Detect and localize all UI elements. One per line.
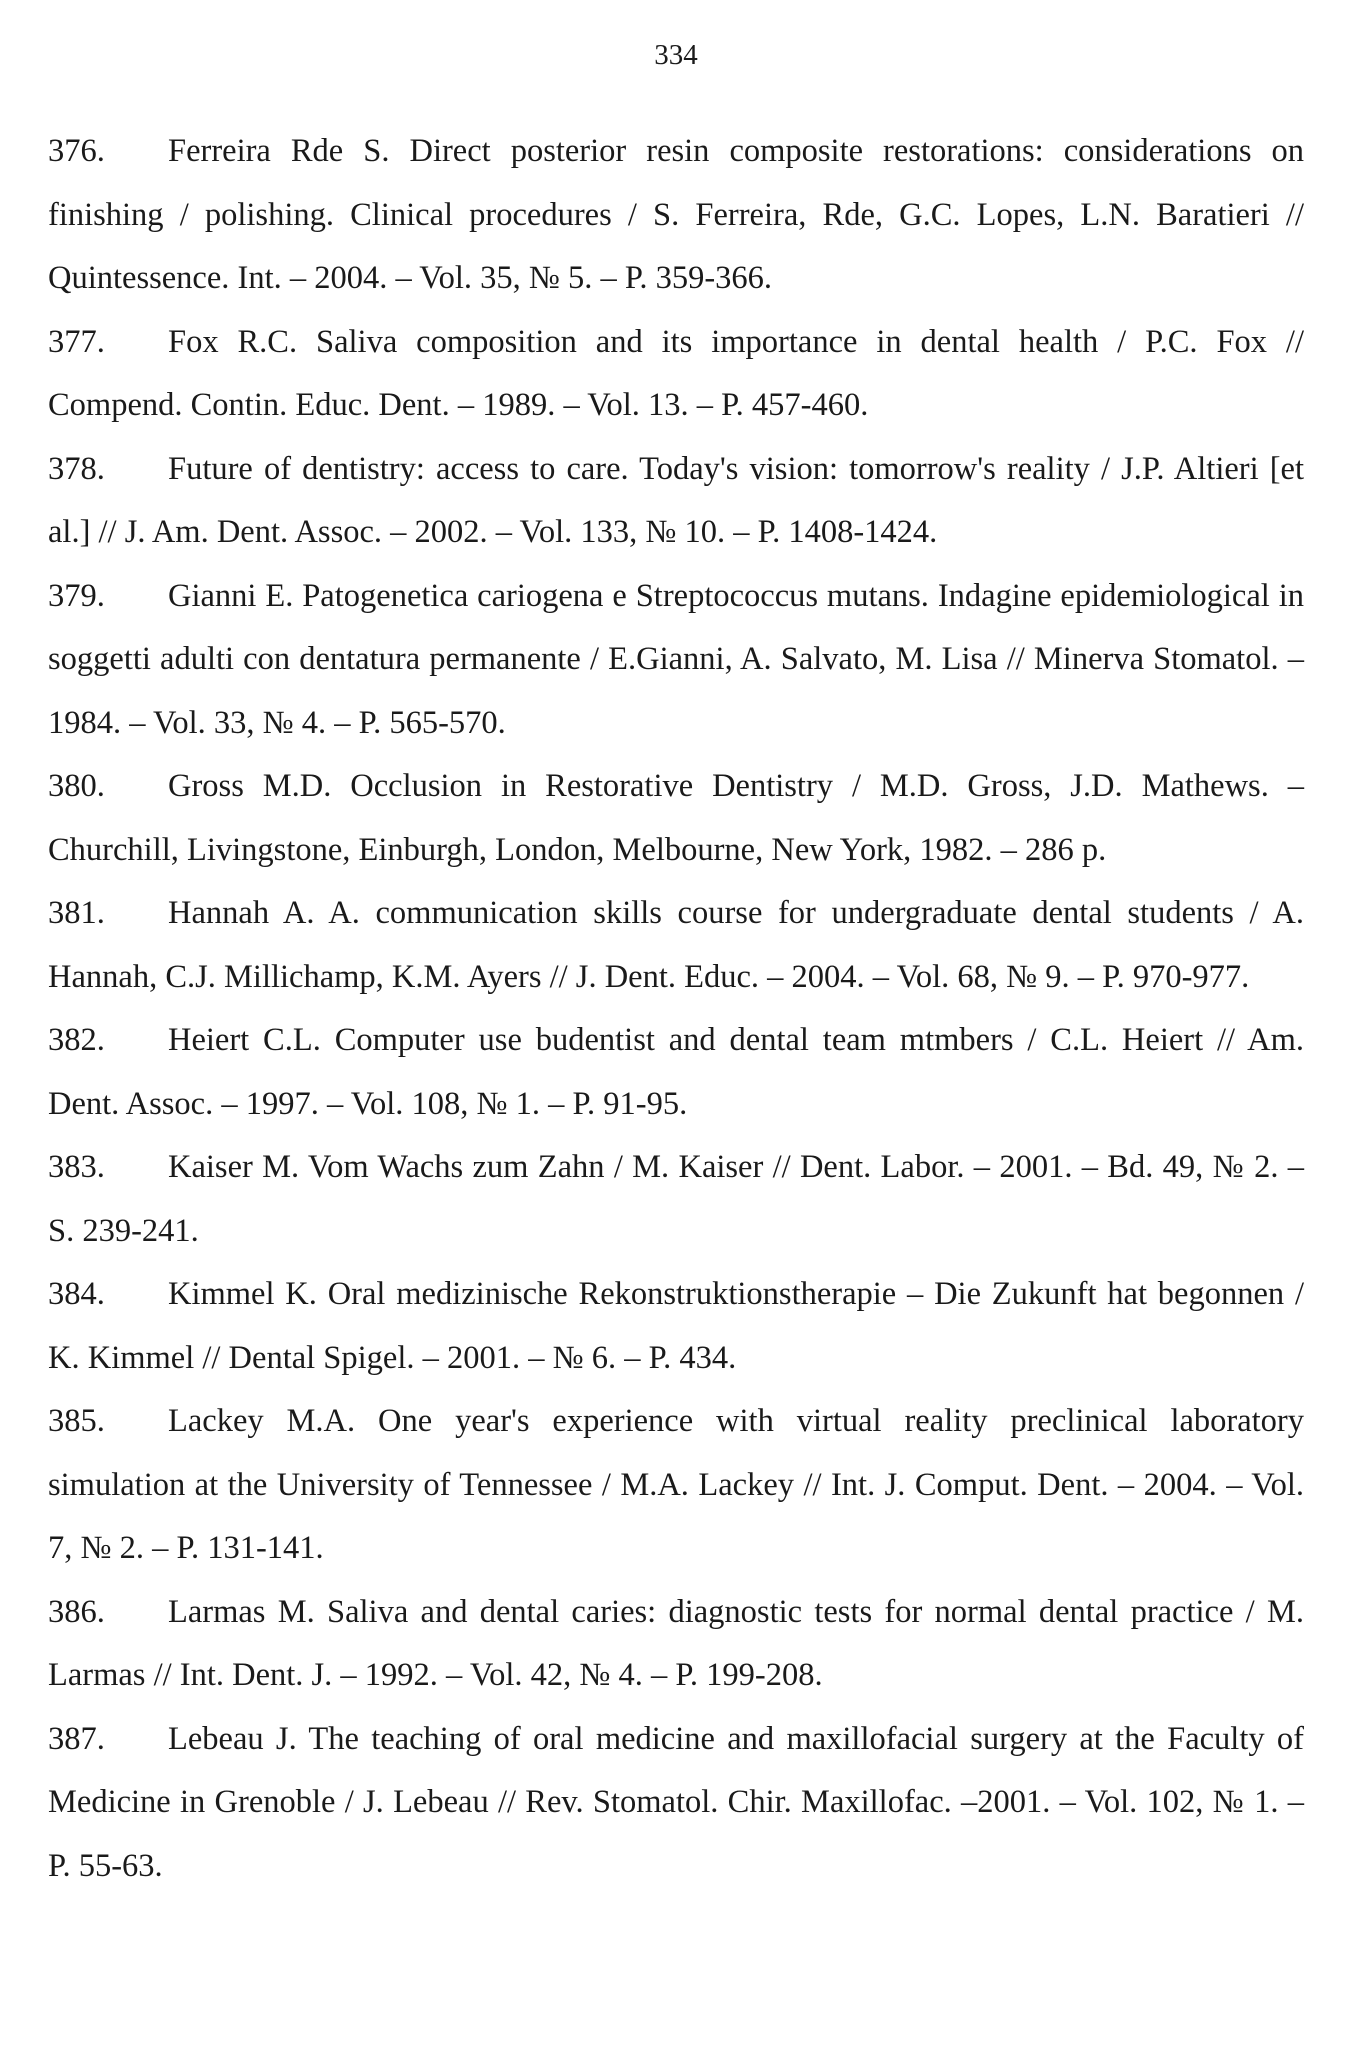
reference-text: Kaiser M. Vom Wachs zum Zahn / M. Kaiser // Dent. Labor. – 2001. – Bd. 49, № 2. – S. 239-241. [48, 1149, 1304, 1249]
reference-item [48, 755, 1304, 882]
reference-number: 384. [48, 1276, 105, 1312]
reference-item [48, 438, 1304, 565]
reference-number: 376. [48, 133, 105, 169]
reference-text: Gianni E. Patogenetica cariogena e Streptococcus mutans. Indagine epidemiological in soggetti adulti con dentatura permanente / E.Gianni, A. Salvato, M. Lisa // Minerva Stomatol. –1984. – Vol. 33, № 4. – P. 565-570. [48, 577, 1304, 741]
reference-item [48, 1390, 1304, 1581]
reference-text: Ferreira Rde S. Direct posterior resin composite restorations: considerations on finishing / polishing. Clinical procedures / S. Ferreira, Rde, G.C. Lopes, L.N. Baratieri // Quintessence. Int. – 2004. – Vol. 35, № 5. – P. 359-366. [48, 133, 1304, 296]
reference-number: 377. [48, 323, 105, 360]
reference-item [48, 120, 1304, 311]
reference-text: Future of dentistry: access to care. Today's vision: tomorrow's reality / J.P. Altieri [et al.] // J. Am. Dent. Assoc. – 2002. – Vol. 133, № 10. – P. 1408-1424. [48, 450, 1304, 550]
reference-text: Larmas M. Saliva and dental caries: diagnostic tests for normal dental practice / M. Larmas // Int. Dent. J. – 1992. – Vol. 42, № 4. – P. 199-208. [48, 1593, 1304, 1693]
reference-number: 382. [48, 1022, 105, 1058]
reference-number: 379. [48, 577, 105, 614]
page-number: 334 [654, 39, 698, 71]
reference-item [48, 1263, 1304, 1390]
reference-item [48, 1581, 1304, 1708]
reference-number: 378. [48, 450, 105, 487]
reference-text: Kimmel K. Oral medizinische Rekonstruktionstherapie – Die Zukunft hat begonnen / K. Kimmel // Dental Spigel. – 2001. – № 6. – P. 434. [48, 1276, 1304, 1376]
reference-number: 381. [48, 895, 105, 931]
reference-number: 385. [48, 1403, 105, 1439]
reference-text: Lackey M.A. One year's experience with virtual reality preclinical laboratory simulation at the University of Tennessee / M.A. Lackey // Int. J. Comput. Dent. – 2004. – Vol. 7, № 2. – P. 131-141. [48, 1403, 1304, 1566]
reference-text: Gross M.D. Occlusion in Restorative Dentistry / M.D. Gross, J.D. Mathews. – Churchill, Livingstone, Einburgh, London, Melbourne, New York, 1982. – 286 p. [48, 768, 1304, 868]
reference-text: Fox R.C. Saliva composition and its importance in dental health / P.C. Fox // Compend. Contin. Educ. Dent. – 1989. – Vol. 13. – P. 457-460. [48, 323, 1304, 423]
reference-text: Heiert C.L. Computer use budentist and dental team mtmbers / C.L. Heiert // Am. Dent. Assoc. – 1997. – Vol. 108, № 1. – P. 91-95. [48, 1022, 1304, 1122]
reference-text: Lebeau J. The teaching of oral medicine and maxillofacial surgery at the Faculty of Medicine in Grenoble / J. Lebeau // Rev. Stomatol. Chir. Maxillofac. –2001. – Vol. 102, № 1. – P. 55-63. [48, 1720, 1304, 1884]
reference-item [48, 882, 1304, 1009]
reference-item [48, 1136, 1304, 1263]
reference-item [48, 565, 1304, 756]
reference-item [48, 1009, 1304, 1136]
reference-item [48, 311, 1304, 438]
reference-list [48, 120, 1304, 1898]
reference-number: 380. [48, 768, 105, 804]
reference-text: Hannah A. A. communication skills course for undergraduate dental students / A. Hannah, C.J. Millichamp, K.M. Ayers // J. Dent. Educ. – 2004. – Vol. 68, № 9. – P. 970-977. [48, 895, 1304, 995]
reference-number: 387. [48, 1720, 105, 1757]
reference-number: 386. [48, 1593, 105, 1630]
reference-number: 383. [48, 1149, 105, 1185]
reference-item [48, 1708, 1304, 1899]
